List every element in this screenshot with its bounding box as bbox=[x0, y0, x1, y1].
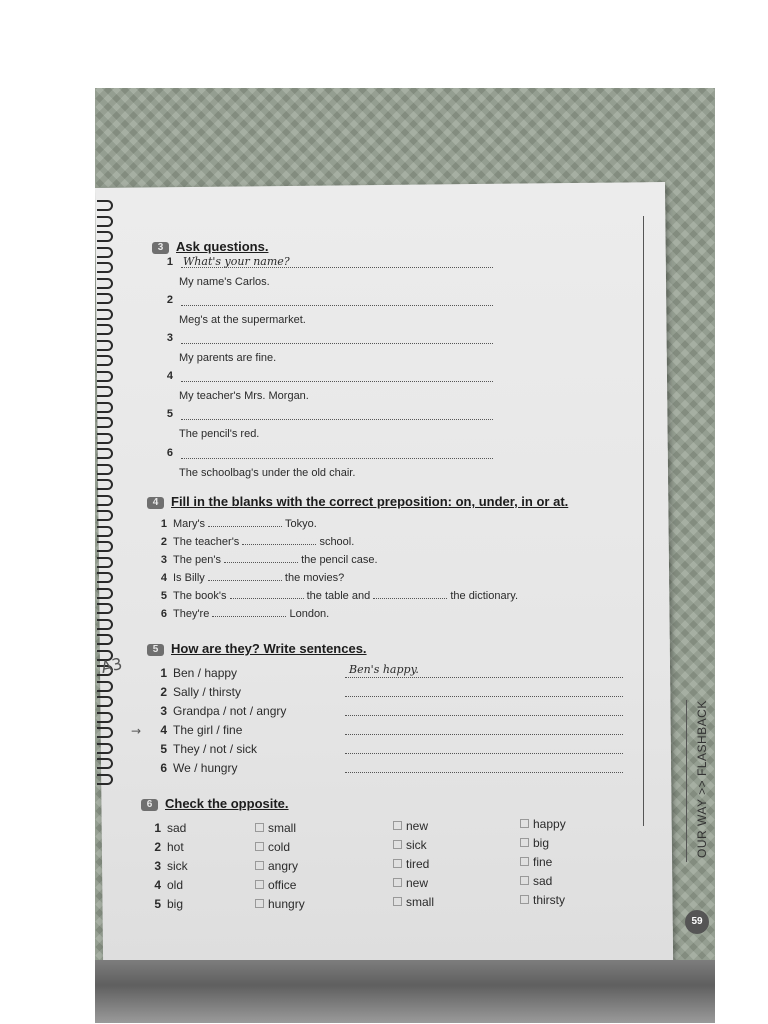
sentence-middle: Tokyo. bbox=[284, 518, 317, 530]
sentence-blank[interactable] bbox=[345, 676, 623, 678]
section-3-number: 3 bbox=[152, 242, 169, 254]
option-label: small bbox=[268, 821, 297, 835]
worksheet-content bbox=[95, 88, 715, 1023]
option-label: hungry bbox=[268, 897, 305, 911]
section-6-number: 6 bbox=[141, 799, 158, 811]
opposite-option[interactable] bbox=[255, 859, 298, 873]
sentence-prompt: We / hungry bbox=[173, 761, 238, 775]
item-number: 5 bbox=[166, 408, 173, 420]
sentence-prompt: Ben / happy bbox=[173, 666, 238, 680]
sentence-blank[interactable] bbox=[345, 714, 623, 716]
section-5-number: 5 bbox=[147, 644, 164, 656]
item-number: 1 bbox=[160, 666, 167, 680]
preposition-blank[interactable] bbox=[208, 572, 282, 581]
checkbox[interactable] bbox=[255, 899, 264, 908]
question-blank[interactable] bbox=[181, 304, 493, 306]
sentence-start: Mary's bbox=[173, 518, 206, 530]
base-word: sick bbox=[167, 859, 188, 873]
question-blank[interactable] bbox=[181, 418, 493, 420]
sentence-end: the dictionary. bbox=[450, 590, 519, 602]
handwritten-answer: Ben's happy. bbox=[349, 663, 419, 676]
sentence-middle: school. bbox=[319, 536, 355, 548]
answer-text: My name's Carlos. bbox=[179, 276, 270, 288]
preposition-blank[interactable] bbox=[208, 518, 282, 527]
section-4-title: Fill in the blanks with the correct preposition: on, under, in or at. bbox=[171, 494, 569, 509]
preposition-blank[interactable] bbox=[230, 590, 304, 599]
section-5-title: How are they? Write sentences. bbox=[171, 641, 367, 656]
question-number bbox=[163, 408, 179, 420]
opposite-row bbox=[151, 840, 184, 854]
sentence-blank[interactable] bbox=[345, 771, 623, 773]
sentence-prompt-row bbox=[157, 761, 237, 775]
item-number: 4 bbox=[160, 723, 167, 737]
checkbox[interactable] bbox=[255, 823, 264, 832]
answer-text: My teacher's Mrs. Morgan. bbox=[179, 390, 309, 402]
question-number bbox=[163, 447, 179, 459]
sentence-prompt: They / not / sick bbox=[173, 742, 258, 756]
sentence-start: They're bbox=[173, 608, 210, 620]
option-label: angry bbox=[268, 859, 299, 873]
option-label: new bbox=[406, 876, 429, 890]
option-label: small bbox=[406, 895, 435, 909]
fill-blank-row bbox=[157, 572, 344, 584]
checkbox[interactable] bbox=[393, 840, 402, 849]
item-number: 2 bbox=[154, 840, 161, 854]
option-label: thirsty bbox=[533, 893, 566, 907]
sentence-start: The pen's bbox=[173, 554, 221, 566]
sentence-prompt-row bbox=[157, 666, 237, 680]
preposition-blank[interactable] bbox=[212, 608, 286, 617]
item-number: 5 bbox=[160, 590, 167, 602]
checkbox[interactable] bbox=[255, 861, 264, 870]
section-4-number: 4 bbox=[147, 497, 164, 509]
question-blank[interactable] bbox=[181, 457, 493, 459]
base-word: old bbox=[167, 878, 184, 892]
item-number: 1 bbox=[166, 256, 173, 268]
item-number: 6 bbox=[160, 761, 167, 775]
section-3-title: Ask questions. bbox=[176, 239, 269, 254]
section-5-heading bbox=[147, 641, 367, 656]
fill-blank-row bbox=[157, 554, 378, 566]
sentence-middle: London. bbox=[289, 608, 330, 620]
opposite-option[interactable] bbox=[393, 838, 427, 852]
preposition-blank[interactable] bbox=[242, 536, 316, 545]
worksheet-photo bbox=[95, 88, 715, 1023]
checkbox[interactable] bbox=[393, 821, 402, 830]
question-answer-handwritten: What's your name? bbox=[183, 255, 290, 268]
sentence-prompt: The girl / fine bbox=[173, 723, 243, 737]
sentence-prompt-row bbox=[157, 723, 242, 737]
section-4-heading bbox=[147, 494, 568, 509]
sentence-start: Is Billy bbox=[173, 572, 205, 584]
checkbox[interactable] bbox=[520, 819, 529, 828]
sentence-middle: the pencil case. bbox=[301, 554, 378, 566]
opposite-row bbox=[151, 821, 186, 835]
opposite-row bbox=[151, 859, 188, 873]
sentence-blank[interactable] bbox=[345, 752, 623, 754]
item-number: 6 bbox=[166, 447, 173, 459]
question-number bbox=[163, 332, 179, 344]
checkbox[interactable] bbox=[520, 876, 529, 885]
sentence-prompt-row bbox=[157, 742, 257, 756]
item-number: 3 bbox=[160, 704, 167, 718]
opposite-option[interactable] bbox=[520, 817, 566, 831]
opposite-option[interactable] bbox=[255, 840, 290, 854]
sentence-middle: the movies? bbox=[284, 572, 345, 584]
margin-note: A3 bbox=[99, 654, 124, 677]
opposite-option[interactable] bbox=[393, 819, 428, 833]
checkbox[interactable] bbox=[520, 857, 529, 866]
base-word: hot bbox=[167, 840, 184, 854]
option-label: office bbox=[268, 878, 297, 892]
checkbox[interactable] bbox=[393, 878, 402, 887]
arrow-icon: → bbox=[131, 724, 142, 738]
opposite-option[interactable] bbox=[520, 874, 552, 888]
question-number bbox=[163, 294, 179, 306]
item-number: 3 bbox=[160, 554, 167, 566]
sentence-start: The teacher's bbox=[173, 536, 240, 548]
item-number: 4 bbox=[160, 572, 167, 584]
section-6-title: Check the opposite. bbox=[165, 796, 289, 811]
item-number: 4 bbox=[166, 370, 173, 382]
option-label: new bbox=[406, 819, 429, 833]
item-number: 5 bbox=[160, 742, 167, 756]
item-number: 1 bbox=[160, 518, 167, 530]
question-number bbox=[163, 256, 179, 268]
option-label: sad bbox=[533, 874, 553, 888]
item-number: 3 bbox=[154, 859, 161, 873]
item-number: 1 bbox=[154, 821, 161, 835]
question-blank[interactable] bbox=[181, 380, 493, 382]
option-label: big bbox=[533, 836, 550, 850]
option-label: happy bbox=[533, 817, 566, 831]
sentence-prompt: Grandpa / not / angry bbox=[173, 704, 287, 718]
sentence-blank[interactable] bbox=[345, 695, 623, 697]
sentence-start: The book's bbox=[173, 590, 227, 602]
option-label: cold bbox=[268, 840, 291, 854]
item-number: 2 bbox=[160, 536, 167, 548]
preposition-blank[interactable] bbox=[373, 590, 447, 599]
item-number: 2 bbox=[166, 294, 173, 306]
answer-text: Meg's at the supermarket. bbox=[179, 314, 306, 326]
base-word: sad bbox=[167, 821, 187, 835]
checkbox[interactable] bbox=[393, 859, 402, 868]
side-label: OUR WAY >> FLASHBACK bbox=[695, 700, 709, 858]
opposite-option[interactable] bbox=[520, 893, 565, 907]
checkbox[interactable] bbox=[255, 842, 264, 851]
preposition-blank[interactable] bbox=[224, 554, 298, 563]
sentence-prompt: Sally / thirsty bbox=[173, 685, 242, 699]
question-blank[interactable] bbox=[181, 342, 493, 344]
opposite-option[interactable] bbox=[255, 897, 305, 911]
fill-blank-row bbox=[157, 518, 317, 530]
page-number: 59 bbox=[685, 910, 709, 934]
fill-blank-row bbox=[157, 590, 518, 602]
checkbox[interactable] bbox=[393, 897, 402, 906]
opposite-row bbox=[151, 878, 183, 892]
item-number: 5 bbox=[154, 897, 161, 911]
item-number: 2 bbox=[160, 685, 167, 699]
option-label: sick bbox=[406, 838, 427, 852]
checkbox[interactable] bbox=[255, 880, 264, 889]
fill-blank-row bbox=[157, 608, 329, 620]
section-6-heading bbox=[141, 796, 289, 811]
opposite-option[interactable] bbox=[393, 857, 429, 871]
opposite-option[interactable] bbox=[520, 836, 549, 850]
opposite-option[interactable] bbox=[393, 895, 434, 909]
checkbox[interactable] bbox=[520, 895, 529, 904]
opposite-option[interactable] bbox=[255, 878, 296, 892]
item-number: 3 bbox=[166, 332, 173, 344]
answer-text: The schoolbag's under the old chair. bbox=[179, 467, 356, 479]
opposite-row bbox=[151, 897, 183, 911]
base-word: big bbox=[167, 897, 184, 911]
question-number bbox=[163, 370, 179, 382]
item-number: 4 bbox=[154, 878, 161, 892]
opposite-option[interactable] bbox=[255, 821, 296, 835]
sentence-prompt-row bbox=[157, 685, 241, 699]
section-3-heading bbox=[152, 239, 268, 254]
fill-blank-row bbox=[157, 536, 354, 548]
answer-text: The pencil's red. bbox=[179, 428, 260, 440]
item-number: 6 bbox=[160, 608, 167, 620]
option-label: fine bbox=[533, 855, 553, 869]
answer-text: My parents are fine. bbox=[179, 352, 277, 364]
sentence-middle: the table and bbox=[306, 590, 371, 602]
option-label: tired bbox=[406, 857, 430, 871]
sentence-prompt-row bbox=[157, 704, 286, 718]
sentence-blank[interactable] bbox=[345, 733, 623, 735]
checkbox[interactable] bbox=[520, 838, 529, 847]
opposite-option[interactable] bbox=[393, 876, 428, 890]
opposite-option[interactable] bbox=[520, 855, 552, 869]
